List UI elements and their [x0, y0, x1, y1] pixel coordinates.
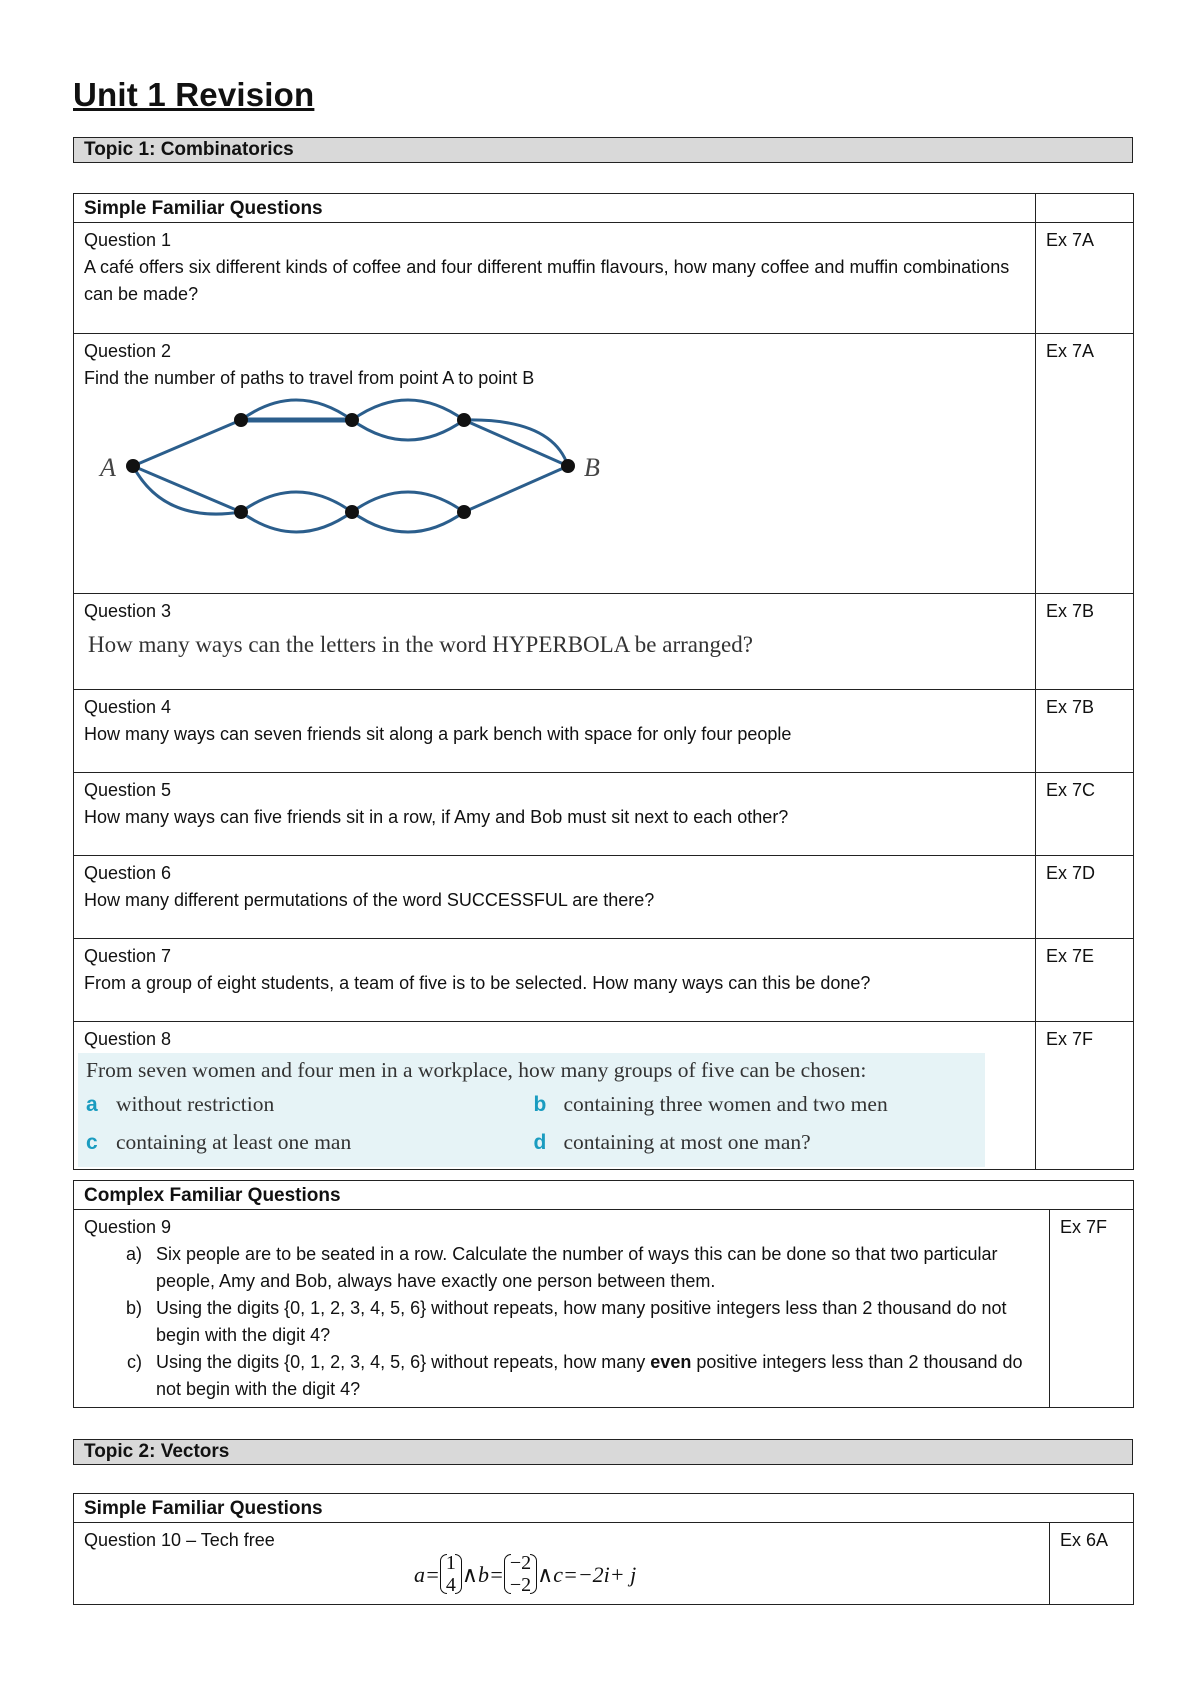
question-title: Question 2	[84, 341, 172, 361]
topic-1-heading: Topic 1: Combinatorics	[73, 137, 1133, 163]
question-title: Question 5	[84, 780, 172, 800]
question-row	[74, 223, 1134, 334]
exercise-ref: Ex 7C	[1036, 773, 1134, 856]
question-text: A café offers six different kinds of coffee and four different muffin flavours, how many coffee and muffin combinations can be made?	[84, 257, 1010, 304]
part-label: a	[86, 1092, 98, 1116]
question-title: Question 9	[84, 1217, 172, 1237]
question-text: How many ways can five friends sit in a row, if Amy and Bob must sit next to each other?	[84, 807, 789, 827]
exercise-ref: Ex 7A	[1036, 223, 1134, 334]
question-text: How many different permutations of the word SUCCESSFUL are there?	[84, 890, 655, 910]
list-item: c) Using the digits {0, 1, 2, 3, 4, 5, 6} without repeats, how many even positive integers less than 2 thousand do not begin with the digit 4?	[127, 1352, 1023, 1399]
question-title: Question 7	[84, 946, 172, 966]
question-row	[74, 1022, 1134, 1170]
question-row	[74, 334, 1134, 594]
question-parts	[84, 1241, 1039, 1403]
exercise-ref: Ex 7B	[1036, 594, 1134, 690]
question-row	[74, 690, 1134, 773]
vector-b: −2 −2	[504, 1552, 537, 1596]
section-header: Simple Familiar Questions	[74, 194, 1036, 223]
question-row	[74, 773, 1134, 856]
question-row	[74, 1210, 1134, 1408]
question-title: Question 10 – Tech free	[84, 1530, 275, 1550]
exercise-ref: Ex 7B	[1036, 690, 1134, 773]
part-label: c	[86, 1130, 98, 1154]
question-row	[74, 594, 1134, 690]
topic-1-simple-table	[73, 193, 1134, 1170]
exercise-ref: Ex 6A	[1050, 1523, 1134, 1605]
page-title: Unit 1 Revision	[73, 76, 315, 113]
question-title: Question 3	[84, 601, 172, 621]
vector-a: 1 4	[440, 1552, 462, 1596]
question-title: Question 1	[84, 230, 172, 250]
question-row	[74, 856, 1134, 939]
question-title: Question 6	[84, 863, 172, 883]
question-title: Question 4	[84, 697, 172, 717]
part-text: without restriction	[116, 1091, 275, 1116]
topic-1-complex-table	[73, 1180, 1134, 1408]
topic-2-heading: Topic 2: Vectors	[73, 1439, 1133, 1465]
node-b	[561, 459, 575, 473]
question-text: Find the number of paths to travel from point A to point B	[84, 368, 535, 388]
part-text: containing three women and two men	[563, 1091, 888, 1116]
vector-definitions: a = 1 4 ∧ b = −2 −2 ∧ c=−2i+ j	[414, 1552, 637, 1596]
label-a: A	[100, 453, 116, 482]
question-text: From seven women and four men in a workplace, how many groups of five can be chosen:	[86, 1058, 867, 1082]
question-row	[74, 1523, 1134, 1605]
list-item: b) Using the digits {0, 1, 2, 3, 4, 5, 6} without repeats, how many positive integers less than 2 thousand do not begin with the digit 4?	[125, 1298, 1007, 1345]
question-title: Question 8	[84, 1029, 172, 1049]
list-item: a) Six people are to be seated in a row. Calculate the number of ways this can be done so that two particular people, Amy and Bob, always have exactly one person between them.	[125, 1244, 998, 1291]
question-text: From a group of eight students, a team of five is to be selected. How many ways can this be done?	[84, 973, 871, 993]
label-b: B	[584, 453, 600, 482]
exercise-ref: Ex 7F	[1050, 1210, 1134, 1408]
part-label: b	[533, 1092, 547, 1116]
part-label: d	[533, 1130, 547, 1154]
node-a	[126, 459, 140, 473]
exercise-ref: Ex 7A	[1036, 334, 1134, 594]
paths-diagram	[84, 398, 604, 548]
exercise-ref: Ex 7D	[1036, 856, 1134, 939]
question-text: How many ways can seven friends sit along a park bench with space for only four people	[84, 724, 792, 744]
part-text: containing at least one man	[116, 1129, 352, 1154]
textbook-excerpt	[78, 1053, 985, 1167]
topic-2-simple-table	[73, 1493, 1134, 1605]
question-text: How many ways can the letters in the word HYPERBOLA be arranged?	[88, 632, 753, 657]
section-header: Simple Familiar Questions	[74, 1494, 1134, 1523]
question-row	[74, 939, 1134, 1022]
exercise-ref: Ex 7F	[1036, 1022, 1134, 1170]
section-header: Complex Familiar Questions	[74, 1181, 1134, 1210]
part-text: containing at most one man?	[563, 1129, 811, 1154]
exercise-ref: Ex 7E	[1036, 939, 1134, 1022]
